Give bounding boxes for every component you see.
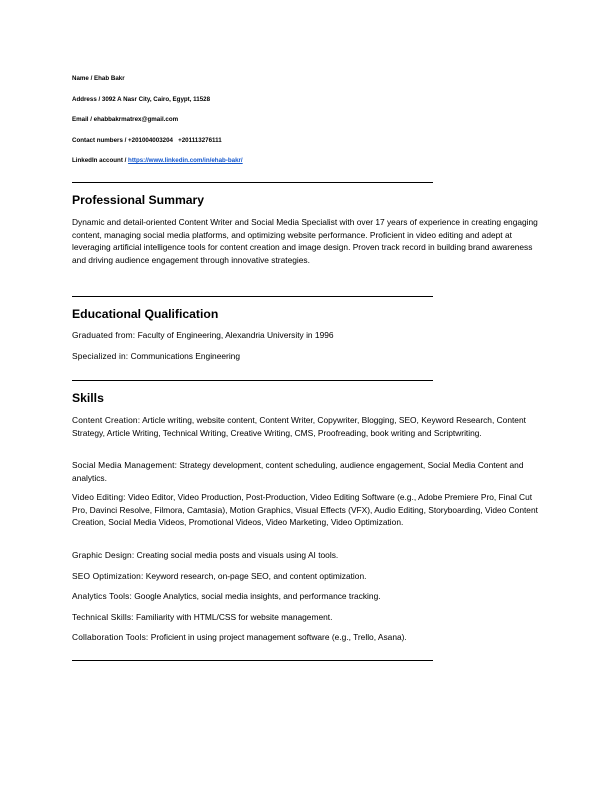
skill-label: Technical Skills:: [72, 612, 134, 622]
education-specialized: [72, 350, 544, 363]
graduated-label: Graduated from:: [72, 330, 136, 340]
name-value: Ehab Bakr: [94, 75, 125, 82]
graduated-value: Faculty of Engineering, Alexandria University in 1996: [137, 330, 334, 340]
contact-linkedin: [72, 157, 243, 165]
phone-label: Contact numbers /: [72, 137, 129, 144]
skill-label: Graphic Design:: [72, 550, 135, 560]
specialized-label: Specialized in:: [72, 351, 129, 361]
summary-text: Dynamic and detail-oriented Content Writer and Social Media Specialist with over 17 years of experience in creating engaging content, managing social media platforms, and optimizing website performance. Proficient in video editing and adept at leveraging artificial intelligence tools for content creation and image design. Proven track record in building brand awareness and driving audience engagement through innovative strategies.: [72, 217, 538, 265]
skill-text: Keyword research, on-page SEO, and content optimization.: [145, 571, 367, 581]
summary-heading: Professional Summary: [72, 193, 205, 207]
education-heading: Educational Qualification: [72, 307, 219, 321]
address-value: 3092 A Nasr City, Cairo, Egypt, 11528: [101, 96, 211, 103]
phone-value: +201004003204 +201113276111: [128, 137, 222, 144]
skill-text: Familiarity with HTML/CSS for website management.: [136, 612, 333, 622]
address-label: Address /: [72, 96, 102, 103]
skill-label: Content Creation:: [72, 415, 141, 425]
email-label: Email /: [72, 116, 94, 123]
skill-video-editing: [72, 491, 544, 529]
contact-email: [72, 116, 178, 124]
skill-text: Strategy development, content scheduling, audience engagement, Social Media Content and analytics.: [72, 460, 524, 483]
skill-text: Google Analytics, social media insights, and performance tracking.: [134, 591, 381, 601]
section-divider: [72, 380, 433, 381]
email-value: ehabbakrmatrex@gmail.com: [93, 116, 179, 123]
contact-phones: [72, 137, 222, 145]
contact-name: [72, 75, 125, 83]
skill-text: Article writing, website content, Content Writer, Copywriter, Blogging, SEO, Keyword Research, Content Strategy, Article Writing, Technical Writing, Creative Writing, CMS, Proofreading, book writing and Scriptwriting.: [72, 415, 526, 438]
education-graduated: [72, 329, 544, 342]
skill-social-media: [72, 459, 544, 484]
name-label: Name /: [72, 75, 95, 82]
skill-label: Collaboration Tools:: [72, 632, 149, 642]
skill-content-creation: [72, 414, 544, 439]
skill-label: SEO Optimization:: [72, 571, 144, 581]
specialized-value: Communications Engineering: [130, 351, 240, 361]
linkedin-label: LinkedIn account /: [72, 157, 129, 164]
section-divider: [72, 182, 433, 183]
skill-text: Video Editor, Video Production, Post-Production, Video Editing Software (e.g., Adobe Premiere Pro, Final Cut Pro, Davinci Resolve, Filmora, Camtasia), Motion Graphics, Visual Effects (VFX), Audio Editing, Storyboarding, Video Content Creation, Social Media Videos, Promotional Videos, Video Marketing, Video Optimization.: [72, 492, 538, 528]
skill-label: Video Editing:: [72, 492, 126, 502]
skill-analytics: [72, 590, 544, 603]
skill-text: Creating social media posts and visuals using AI tools.: [136, 550, 339, 560]
skills-heading: Skills: [72, 391, 104, 405]
skill-graphic-design: [72, 549, 544, 562]
skill-text: Proficient in using project management software (e.g., Trello, Asana).: [150, 632, 407, 642]
section-divider: [72, 296, 433, 297]
skill-label: Analytics Tools:: [72, 591, 132, 601]
skill-technical: [72, 611, 544, 624]
skill-label: Social Media Management:: [72, 460, 178, 470]
contact-address: [72, 96, 210, 104]
section-divider: [72, 660, 433, 661]
skill-collaboration: [72, 631, 544, 644]
linkedin-link[interactable]: https://www.linkedin.com/in/ehab-bakr/: [128, 157, 243, 164]
skill-seo: [72, 570, 544, 583]
